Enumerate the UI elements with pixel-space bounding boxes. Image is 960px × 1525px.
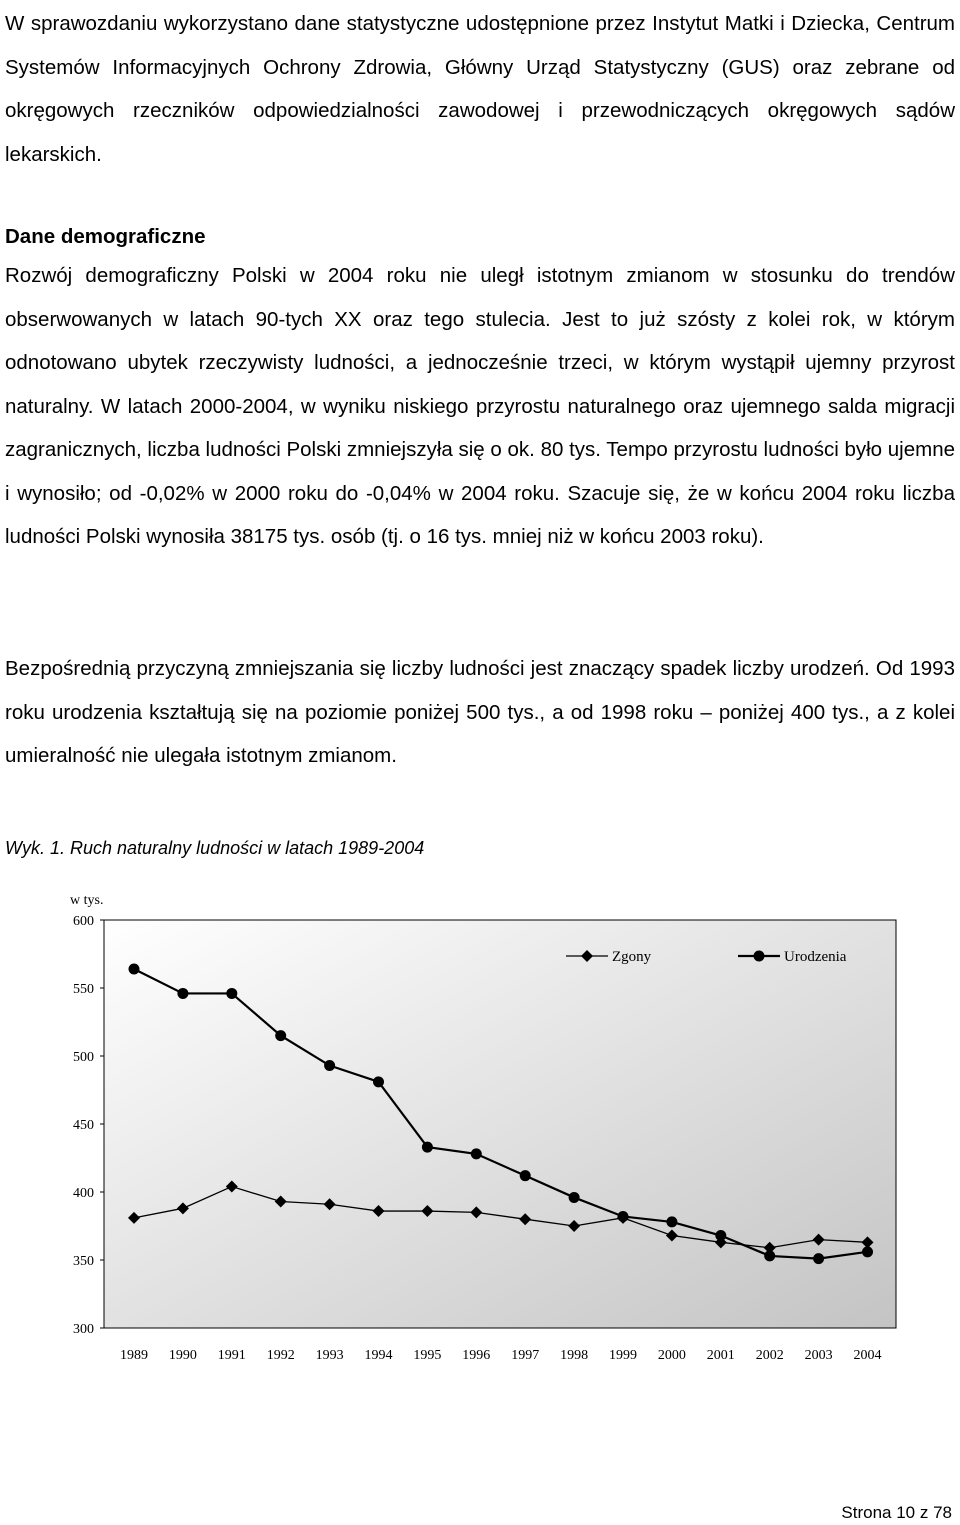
y-tick-label: 350 (73, 1254, 94, 1269)
x-tick-label: 2003 (804, 1348, 833, 1363)
x-tick-label: 1993 (315, 1348, 344, 1363)
data-point-urodzenia (373, 1076, 384, 1087)
data-point-urodzenia (471, 1148, 482, 1159)
data-point-urodzenia (520, 1170, 531, 1181)
y-tick-label: 600 (73, 914, 94, 929)
data-point-urodzenia (129, 963, 140, 974)
x-tick-label: 1998 (560, 1348, 589, 1363)
y-axis-ticks (73, 914, 104, 1337)
x-tick-label: 2000 (657, 1348, 686, 1363)
y-tick-label: 300 (73, 1322, 94, 1337)
data-point-urodzenia (618, 1211, 629, 1222)
x-tick-label: 1995 (413, 1348, 442, 1363)
data-point-urodzenia (226, 988, 237, 999)
demographics-paragraph: Rozwój demograficzny Polski w 2004 roku nie uległ istotnym zmianom w stosunku do trendów obserwowanych w latach 90-tych XX oraz tego stulecia. Jest to już szósty z kolei rok, w którym odnotowano ubytek rzeczywisty ludności, a jednocześnie trzeci, w którym wystąpił ujemny przyrost naturalny. W latach 2000-2004, w wyniku niskiego przyrostu naturalnego oraz ujemnego salda migracji zagranicznych, liczba ludności Polski zmniejszyła się o ok. 80 tys. Tempo przyrostu ludności było ujemne i wynosiło; od -0,02% w 2000 roku do -0,04% w 2004 roku. Szacuje się, że w końcu 2004 roku liczba ludności Polski wynosiła 38175 tys. osób (tj. o 16 tys. mniej niż w końcu 2003 roku). (5, 264, 955, 548)
x-tick-label: 1999 (609, 1348, 637, 1363)
y-tick-label: 400 (73, 1186, 94, 1201)
x-tick-label: 2002 (755, 1348, 784, 1363)
data-point-urodzenia (422, 1142, 433, 1153)
x-tick-label: 1989 (120, 1348, 148, 1363)
data-point-urodzenia (764, 1250, 775, 1261)
data-point-urodzenia (177, 988, 188, 999)
plot-area (104, 920, 896, 1328)
births-paragraph: Bezpośrednią przyczyną zmniejszania się liczby ludności jest znaczący spadek liczby urodzeń. Od 1993 roku urodzenia kształtują się na poziomie poniżej 500 tys., a od 1998 roku – poniżej 400 tys., a z kolei umieralność nie ulegała istotnym zmianom. (5, 657, 955, 767)
page-number: Strona 10 z 78 (841, 1503, 952, 1522)
data-point-urodzenia (569, 1192, 580, 1203)
y-tick-label: 500 (73, 1050, 94, 1065)
data-point-urodzenia (715, 1230, 726, 1241)
legend-label-zgony: Zgony (612, 949, 652, 965)
x-tick-label: 1991 (217, 1348, 246, 1363)
data-point-urodzenia (813, 1253, 824, 1264)
y-tick-label: 550 (73, 982, 94, 997)
data-point-urodzenia (324, 1060, 335, 1071)
x-axis-ticks (120, 1348, 882, 1363)
legend-marker-urodzenia (754, 951, 765, 962)
x-tick-label: 2001 (706, 1348, 735, 1363)
x-tick-label: 1996 (462, 1348, 491, 1363)
y-tick-label: 450 (73, 1118, 94, 1133)
figure-caption: Wyk. 1. Ruch naturalny ludności w latach 1989-2004 (5, 838, 425, 858)
y-axis-unit-label: w tys. (70, 893, 104, 908)
x-tick-label: 1990 (168, 1348, 197, 1363)
intro-paragraph: W sprawozdaniu wykorzystano dane statystyczne udostępnione przez Instytut Matki i Dziecka, Centrum Systemów Informacyjnych Ochrony Zdrowia, Główny Urząd Statystyczny (GUS) oraz zebrane od okręgowych rzeczników odpowiedzialności zawodowej i przewodniczących okręgowych sądów lekarskich. (5, 12, 955, 166)
x-tick-label: 2004 (853, 1348, 882, 1363)
x-tick-label: 1994 (364, 1348, 393, 1363)
data-point-urodzenia (666, 1216, 677, 1227)
legend-label-urodzenia: Urodzenia (784, 949, 847, 965)
section-heading: Dane demograficzne (5, 225, 206, 248)
data-point-urodzenia (862, 1246, 873, 1257)
data-point-urodzenia (275, 1030, 286, 1041)
x-tick-label: 1992 (266, 1348, 295, 1363)
x-tick-label: 1997 (511, 1348, 540, 1363)
natural-movement-chart (0, 880, 960, 1370)
